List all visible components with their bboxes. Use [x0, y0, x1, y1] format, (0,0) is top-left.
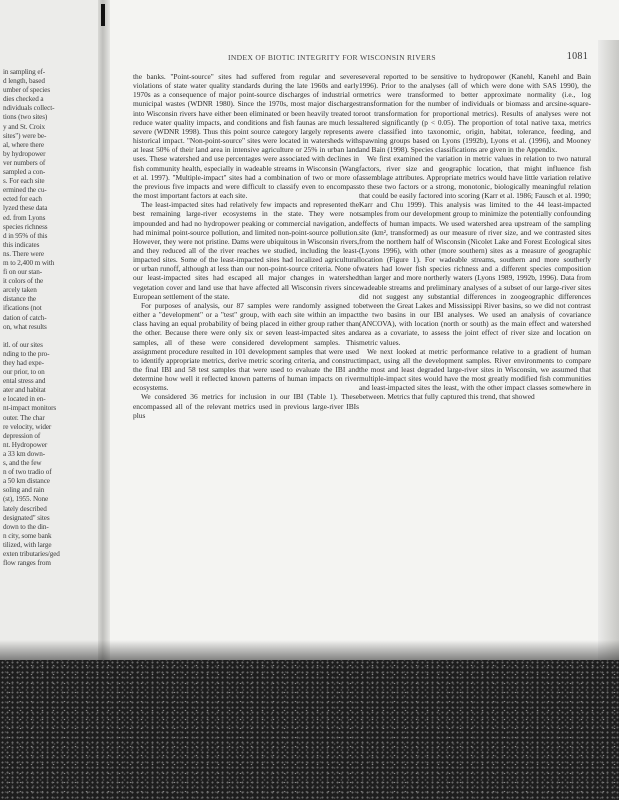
fragment-line: ns. There were — [3, 249, 44, 258]
fragment-line: our prior, to on — [3, 368, 45, 377]
fragment-line: flow ranges from — [3, 559, 51, 568]
previous-page-text-fragment — [3, 68, 99, 568]
fragment-line: dation of catch- — [3, 313, 47, 322]
fragment-line: ental stress and — [3, 377, 46, 386]
fragment-line: y and St. Croix — [3, 122, 46, 131]
gutter-mark — [101, 4, 105, 26]
paragraph: the banks. "Point-source" sites had suffered from regular and severe violations of state water quality standards during the late 1960s and early 1970s as a consequence of major point-source discharges of industrial or municipal wastes (WDNR 1980). Since the 1970s, most major discharges into Wisconsin rivers have either been eliminated or been heavily treated to reduce water quality impacts, and conditions and fish faunas are much less severe (WDNR 1998). Thus this point source category largely represents a historical impact. "Non-point-source" sites were located in watersheds with at least 50% of their land area in intensive agriculture or 25% in urban land uses. These watershed and use percentages were associated with declines in fish community health, especially in wadeable streams in Wisconsin (Wang et al. 1997). "Multiple-impact" sites had a combination of two or more of the previous five impacts and were difficult to classify even to encompass the most important factors at each site. — [133, 72, 359, 201]
text-column-right — [359, 72, 591, 402]
fragment-line: it colors of the — [3, 277, 44, 286]
paragraph: We next looked at metric performance relative to a gradient of human impact, using all the development samples. River environments to compare the most and least degraded large-river sites in Wisconsin, we assumed that multiple-impact sites would have the most greatly modified fish communities and least-impacted sites the least, with the other impact classes somewhere in between. Metrics that fully captured this trend, that showed — [359, 346, 591, 402]
previous-page-edge — [0, 0, 100, 660]
fragment-line: outer. The char — [3, 413, 45, 422]
fragment-line: itl. of our sites — [3, 340, 43, 349]
running-header — [228, 52, 588, 64]
fragment-line: tions (two sites) — [3, 113, 48, 122]
fragment-line: in sampling ef- — [3, 68, 46, 76]
fragment-line: nt. Hydropower — [3, 440, 48, 449]
fragment-line: (st), 1955. None — [3, 495, 49, 504]
book-gutter — [98, 0, 110, 660]
paragraph: We first examined the variation in metric values in relation to two natural factors, river size and geographic location, that might influence fish assemblage attributes. Appropriate metrics would have little variation relative to these two factors or a strong, monotonic, biologically meaningful relation that could be easily factored into scoring (Karr et al. 1986; Fausch et al. 1990; Karr and Chu 1999). This analysis was limited to the 44 least-impacted samples from our development group to minimize the potentially confounding effects of human impacts. We used watershed area upstream of the sampling site (km², transformed) as our measure of river size, and we contrasted sites from the northern half of Wisconsin (Nicolet Lake and Forest Ecological sites (Lyons 1996), with other (more southern) sites as a measure of geographic location (Figure 1). For wadeable streams, southern and more southerly waters had lower fish species richness and a different species composition than larger and more northerly waters (Lyons 1989, 1992b, 1996). Data from wadeable streams and preliminary analyses of a subset of our large-river sites did not suggest any substantial differences in zoogeographic differences between the Great Lakes and Mississippi River basins, so we did not contrast the two basins in our IBI analyses. We used an analysis of covariance (ANCOVA), with location (north or south) as the main effect and watershed area as a covariate, to assess the joint effect of river size and location on metric values. — [359, 154, 591, 347]
fragment-line: this indicates — [3, 240, 40, 249]
fragment-line: nding to the pro- — [3, 349, 50, 358]
fragment-line: ermined the cu- — [3, 186, 47, 195]
fragment-line: sites") were be- — [3, 131, 47, 140]
page-right-edge — [598, 40, 619, 660]
paragraph: The least-impacted sites had relatively few impacts and represented the best remaining large-river ecosystems in the state. They were not impounded and had no hydropower peaking or commercial navigation, and had minimal point-source pollution, and limited non-point-source pollution. However, they were not pristine. Dams were ubiquitous in Wisconsin rivers, and they reduced all of the river reaches we studied, including the least-impacted sites. Some of the least-impacted sites had localized agricultural or urban runoff, although at less than our non-point-source criteria. None of our least-impacted sites had escaped all major changes in watershed vegetation cover and land use that have affected all Wisconsin rivers since European settlement of the state. — [133, 200, 359, 301]
fragment-line: ed. from Lyons — [3, 213, 46, 222]
fragment-line: nt-impact monitors — [3, 404, 57, 413]
fragment-line: fi on our stan- — [3, 268, 43, 277]
fragment-line: a 33 km down- — [3, 449, 46, 458]
fragment-line: a 50 km distance — [3, 477, 50, 486]
fragment-line: n city, some bank — [3, 531, 52, 540]
fragment-line: down to the din- — [3, 522, 49, 531]
fragment-line: sampled a con- — [3, 168, 46, 177]
paragraph: We considered 36 metrics for inclusion in our IBI (Table 1). These encompassed all of the relevant metrics used in previous large-river IBIs plus — [133, 392, 359, 420]
fragment-line: distance the — [3, 295, 36, 304]
running-header-title: INDEX OF BIOTIC INTEGRITY FOR WISCONSIN RIVERS — [228, 53, 436, 62]
page-number: 1081 — [566, 51, 588, 62]
fragment-line: lyzed these data — [3, 204, 48, 213]
fragment-line: exten tributaries/ged — [3, 549, 60, 558]
fragment-line: by hydropower — [3, 149, 46, 158]
fragment-line: m to 2,400 m with — [3, 258, 55, 267]
fragment-line: depression of — [3, 431, 41, 440]
fragment-line: s, and the few — [3, 459, 42, 468]
fragment-line: dies checked a — [3, 95, 44, 104]
fragment-line: ifications (not — [3, 304, 42, 313]
fragment-line: n of two tradio of — [3, 468, 52, 477]
fragment-line: designated" sites — [3, 513, 50, 522]
fragment-line: d in 95% of this — [3, 231, 48, 240]
text-column-left — [133, 72, 359, 420]
paragraph: several reported to be sensitive to hydropower (Kanehl, Kanehl and Bain 1996). Prior to the analyses (all of which were done with SAS 1990), the metrics were transformed to better approximate normality (i.e., log transformation for the number of individuals or biomass and arcsine-square-root transformation for proportional metrics). Results of analyses were not altered significantly (p < 0.05). The proportion of total native taxa, metrics were classified into taxonomic, origin, habitat, tolerance, feeding, and spawning groups based on Lyons (1992b), Lyons et al. (1996), and Mooney and Bain (1998). Species classifications are given in the Appendix. — [359, 72, 591, 155]
fragment-line: arcely taken — [3, 286, 37, 295]
fragment-line: s. For each site — [3, 177, 45, 186]
fragment-line: ater and habitat — [3, 386, 46, 395]
fragment-line: ndividuals collect- — [3, 104, 55, 113]
fragment-line: they had expe- — [3, 359, 44, 367]
fragment-line: ver numbers of — [3, 158, 46, 167]
scanner-background — [0, 660, 619, 800]
fragment-line: d length, based — [3, 77, 45, 86]
fragment-line: lately described — [3, 504, 47, 513]
fragment-line: on, what results — [3, 322, 47, 331]
fragment-line — [3, 332, 99, 341]
paragraph: For purposes of analysis, our 87 samples were randomly assigned to either a "development" or a "test" group, with each site within an impact class having an equal probability of being placed in either group rather than the other. Because there were only six or seven least-impacted sites and samples, all of these were considered development samples. This assignment procedure resulted in 101 development samples that were used to identify appropriate metrics, derive metric scoring criteria, and construct the final IBI and 58 test samples that were used to evaluate the IBI and determine how well it reflected known patterns of human impacts on river ecosystems. — [133, 300, 359, 393]
fragment-line: ected for each — [3, 195, 42, 204]
fragment-line: tilized, with large — [3, 540, 52, 549]
fragment-line: al, where there — [3, 140, 45, 149]
fragment-line: re velocity, wider — [3, 422, 52, 431]
fragment-line: e located in en- — [3, 395, 46, 404]
fragment-line: soling and rain — [3, 486, 45, 495]
fragment-line: species richness — [3, 222, 48, 231]
fragment-line: umber of species — [3, 86, 51, 95]
